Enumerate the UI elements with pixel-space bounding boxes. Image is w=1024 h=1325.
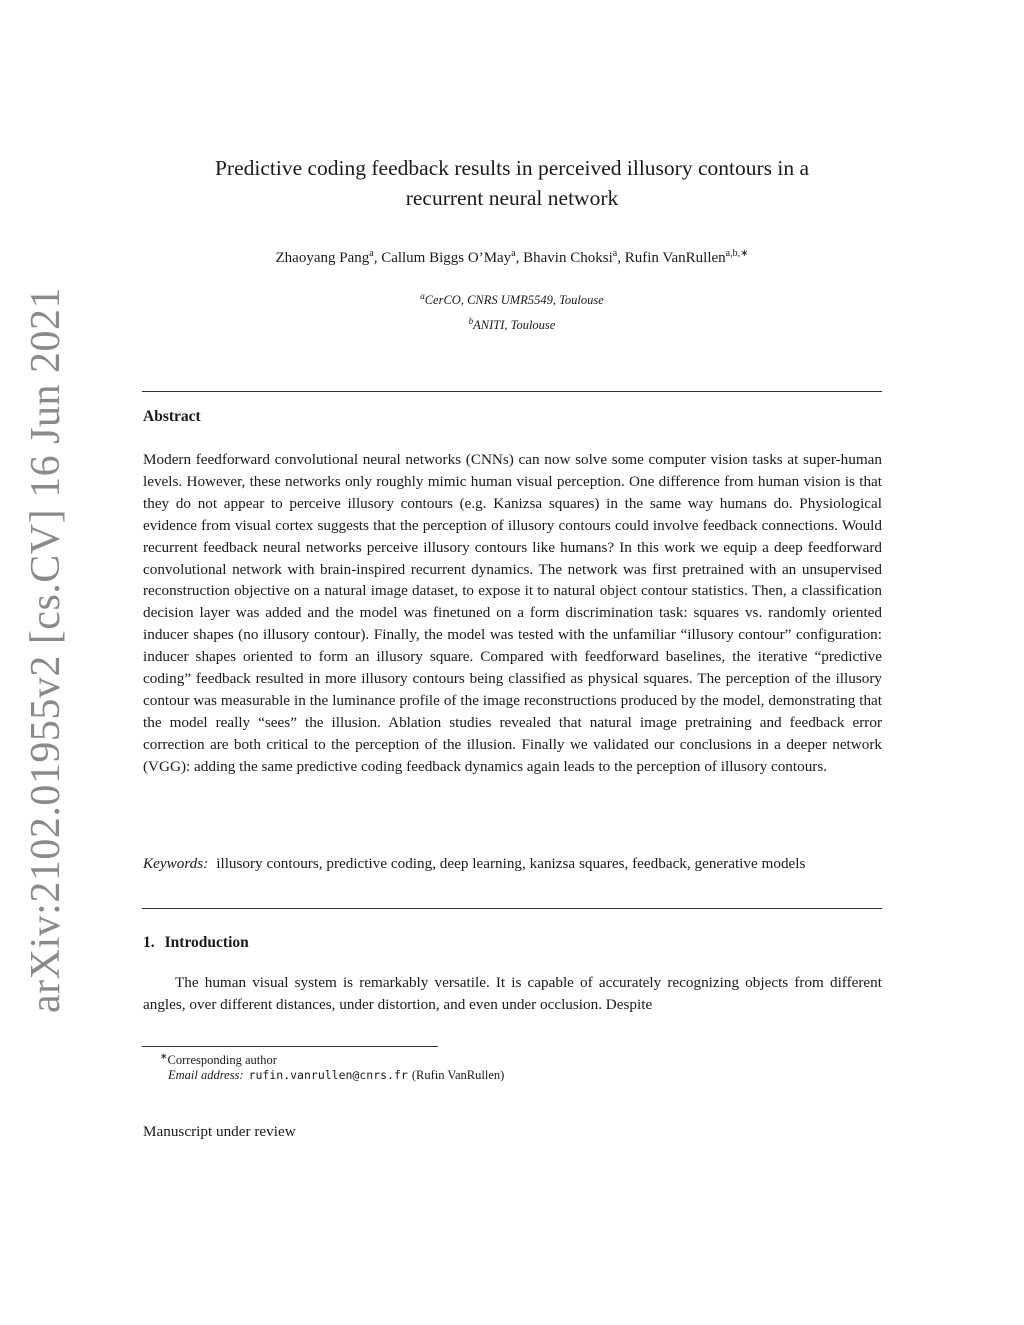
- footnote-divider: [142, 1046, 438, 1047]
- footnote-email: Email address: rufin.vanrullen@cnrs.fr (Rufin VanRullen): [168, 1068, 505, 1082]
- abstract-heading: Abstract: [143, 408, 201, 425]
- section-heading-introduction: 1. Introduction: [143, 934, 249, 951]
- manuscript-note: Manuscript under review: [143, 1123, 296, 1140]
- author: Bhavin Choksi$^a$,: [523, 248, 625, 266]
- title-line-2: recurrent neural network: [405, 186, 619, 210]
- author: Rufin VanRullen$^{a,b,∗}$: [624, 248, 749, 266]
- paper-title: [142, 153, 882, 213]
- affiliation-b: $^b$ANITI, Toulouse: [468, 316, 556, 333]
- keywords: [143, 853, 882, 875]
- affiliation-a: $^a$CerCO, CNRS UMR5549, Toulouse: [420, 291, 604, 308]
- introduction-text: The human visual system is remarkably versatile. It is capable of accurately recognizing objects from different angles, over different distances, under distortion, and even under occlusion. Despite: [143, 974, 882, 1013]
- footnote-corresponding: ∗Corresponding author: [160, 1051, 277, 1068]
- title-line-1: Predictive coding feedback results in perceived illusory contours in a: [214, 156, 810, 180]
- author-list: [142, 248, 882, 267]
- divider-top: [142, 391, 882, 392]
- abstract-text: Modern feedforward convolutional neural networks (CNNs) can now solve some computer vision tasks at super-human levels. However, these networks only roughly mimic human visual perception. One difference from human vision is that they do not appear to perceive illusory contours (e.g. Kanizsa squares) in the same way humans do. Physiological evidence from visual cortex suggests that the perception of illusory contours could involve feedback connections. Would recurrent feedback neural networks perceive illusory contours like humans? In this work we equip a deep feedforward convolutional network with brain-inspired recurrent dynamics. The network was first pretrained with an unsupervised reconstruction objective on a natural image dataset, to expose it to natural object contour statistics. Then, a classification decision layer was added and the model was finetuned on a form discrimination task: squares vs. randomly oriented inducer shapes (no illusory contour). Finally, the model was tested with the unfamiliar “illusory contour” configuration: inducer shapes oriented to form an illusory square. Compared with feedforward baselines, the iterative “predictive coding” feedback resulted in more illusory contours being classified as physical squares. The perception of the illusory contour was measurable in the luminance profile of the image reconstructions produced by the model, demonstrating that the model really “sees” the illusion. Ablation studies revealed that natural image pretraining and feedback error correction are both critical to the perception of the illusion. Finally we validated our conclusions in a deeper network (VGG): adding the same predictive coding feedback dynamics again leads to the perception of illusory contours.: [143, 451, 882, 775]
- divider-bottom: [142, 908, 882, 909]
- author: Zhaoyang Pang$^a$,: [275, 248, 382, 266]
- keywords-text: illusory contours, predictive coding, deep learning, kanizsa squares, feedback, generative models: [216, 855, 806, 872]
- email-link[interactable]: rufin.vanrullen@cnrs.fr: [248, 1068, 408, 1082]
- keywords-label: Keywords:: [143, 855, 209, 872]
- author: Callum Biggs O’May$^a$,: [381, 248, 524, 266]
- arxiv-identifier: arXiv:2102.01955v2 [cs.CV] 16 Jun 2021: [23, 287, 69, 1013]
